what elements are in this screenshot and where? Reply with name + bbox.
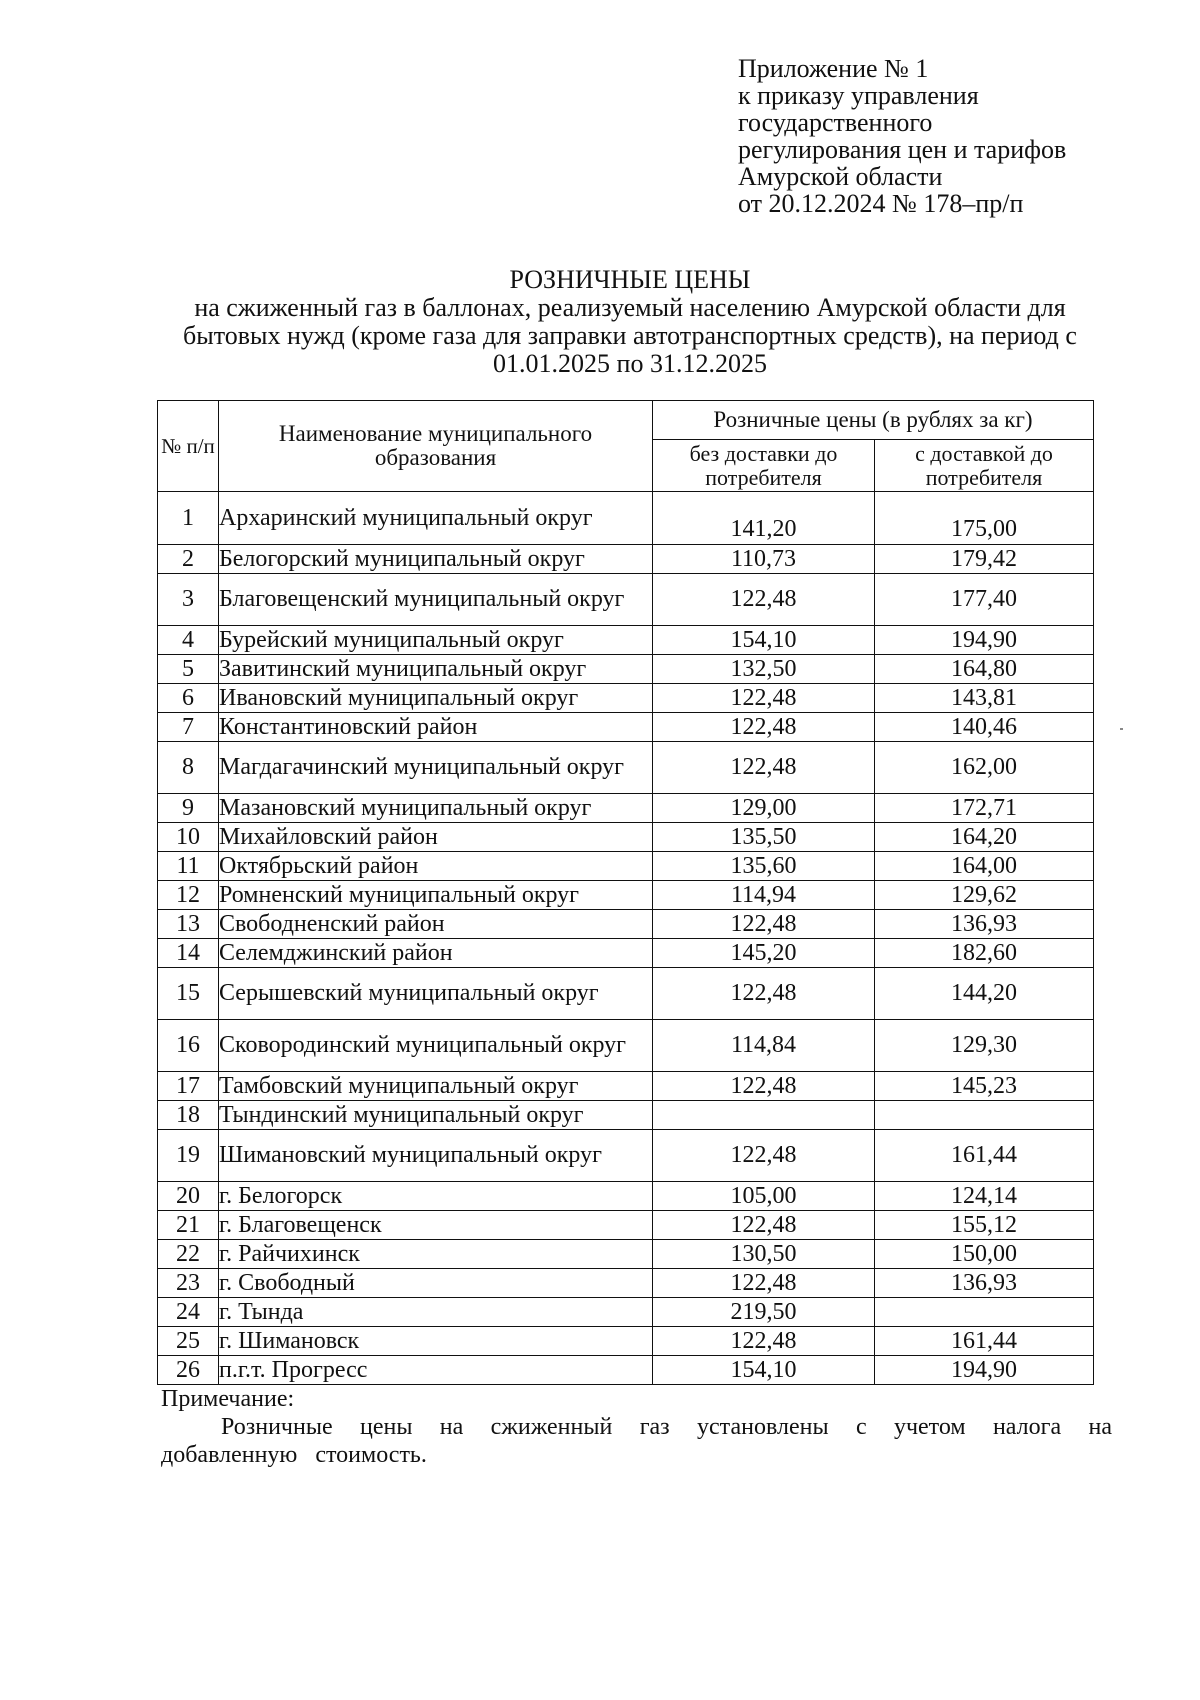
price-with-delivery-cell xyxy=(875,1101,1094,1130)
price-without-delivery-cell: 122,48 xyxy=(653,968,875,1020)
table-row xyxy=(158,1211,1094,1240)
document-title: РОЗНИЧНЫЕ ЦЕНЫ xyxy=(509,265,751,294)
header-number: № п/п xyxy=(158,401,219,492)
row-number-cell: 22 xyxy=(158,1240,219,1269)
municipality-name-cell: Мазановский муниципальный округ xyxy=(219,794,653,823)
municipality-name-cell: Магдагачинский муниципальный округ xyxy=(219,742,653,794)
price-with-delivery-cell: 164,20 xyxy=(875,823,1094,852)
price-without-delivery-cell: 219,50 xyxy=(653,1298,875,1327)
row-number-cell: 25 xyxy=(158,1327,219,1356)
table-row xyxy=(158,1240,1094,1269)
table-row xyxy=(158,492,1094,545)
municipality-name-cell: Шимановский муниципальный округ xyxy=(219,1130,653,1182)
municipality-name-cell: Сковородинский муниципальный округ xyxy=(219,1020,653,1072)
price-without-delivery-cell: 122,48 xyxy=(653,1072,875,1101)
table-row xyxy=(158,823,1094,852)
price-with-delivery-cell: 143,81 xyxy=(875,684,1094,713)
header-without-delivery: без доставки до потребителя xyxy=(653,440,875,492)
price-without-delivery-cell: 114,84 xyxy=(653,1020,875,1072)
price-with-delivery-cell: 164,80 xyxy=(875,655,1094,684)
table-row xyxy=(158,655,1094,684)
table-row xyxy=(158,1269,1094,1298)
row-number-cell: 20 xyxy=(158,1182,219,1211)
municipality-name-cell: Архаринский муниципальный округ xyxy=(219,492,653,545)
price-without-delivery-cell: 122,48 xyxy=(653,1327,875,1356)
table-row xyxy=(158,968,1094,1020)
price-without-delivery-cell: 154,10 xyxy=(653,1356,875,1385)
table-row xyxy=(158,1130,1094,1182)
row-number-cell: 23 xyxy=(158,1269,219,1298)
row-number-cell: 7 xyxy=(158,713,219,742)
price-with-delivery-cell: 129,62 xyxy=(875,881,1094,910)
document-subtitle: на сжиженный газ в баллонах, реализуемый населению Амурской области для бытовых нужд (кроме газа для заправки автотранспортных средств), на период с 01.01.2025 по 31.12.2025 xyxy=(183,293,1077,378)
price-with-delivery-cell: 172,71 xyxy=(875,794,1094,823)
row-number-cell: 12 xyxy=(158,881,219,910)
appendix-line: Амурской области xyxy=(738,162,943,191)
municipality-name-cell: Константиновский район xyxy=(219,713,653,742)
row-number-cell: 1 xyxy=(158,492,219,545)
price-with-delivery-cell: 144,20 xyxy=(875,968,1094,1020)
row-number-cell: 11 xyxy=(158,852,219,881)
municipality-name-cell: г. Райчихинск xyxy=(219,1240,653,1269)
row-number-cell: 2 xyxy=(158,545,219,574)
price-without-delivery-cell: 122,48 xyxy=(653,1269,875,1298)
row-number-cell: 9 xyxy=(158,794,219,823)
row-number-cell: 14 xyxy=(158,939,219,968)
price-without-delivery-cell: 130,50 xyxy=(653,1240,875,1269)
row-number-cell: 4 xyxy=(158,626,219,655)
table-row xyxy=(158,1182,1094,1211)
row-number-cell: 26 xyxy=(158,1356,219,1385)
municipality-name-cell: Завитинский муниципальный округ xyxy=(219,655,653,684)
price-without-delivery-cell: 122,48 xyxy=(653,910,875,939)
price-without-delivery-cell: 122,48 xyxy=(653,574,875,626)
row-number-cell: 24 xyxy=(158,1298,219,1327)
municipality-name-cell: г. Шимановск xyxy=(219,1327,653,1356)
municipality-name-cell: Бурейский муниципальный округ xyxy=(219,626,653,655)
table-row xyxy=(158,684,1094,713)
table-row xyxy=(158,881,1094,910)
price-with-delivery-cell: 155,12 xyxy=(875,1211,1094,1240)
table-row xyxy=(158,1072,1094,1101)
municipality-name-cell: Серышевский муниципальный округ xyxy=(219,968,653,1020)
price-without-delivery-cell xyxy=(653,1101,875,1130)
price-without-delivery-cell: 141,20 xyxy=(653,492,875,545)
municipality-name-cell: Ромненский муниципальный округ xyxy=(219,881,653,910)
price-without-delivery-cell: 122,48 xyxy=(653,742,875,794)
price-with-delivery-cell: 194,90 xyxy=(875,626,1094,655)
table-row xyxy=(158,1356,1094,1385)
municipality-name-cell: Октябрьский район xyxy=(219,852,653,881)
price-with-delivery-cell: 136,93 xyxy=(875,1269,1094,1298)
price-with-delivery-cell: 161,44 xyxy=(875,1327,1094,1356)
appendix-line: государственного xyxy=(738,108,933,137)
table-row xyxy=(158,1020,1094,1072)
row-number-cell: 13 xyxy=(158,910,219,939)
header-with-delivery: с доставкой до потребителя xyxy=(875,440,1094,492)
price-without-delivery-cell: 122,48 xyxy=(653,1211,875,1240)
table-row xyxy=(158,545,1094,574)
header-name: Наименование муниципального образования xyxy=(219,401,653,492)
price-without-delivery-cell: 105,00 xyxy=(653,1182,875,1211)
municipality-name-cell: Михайловский район xyxy=(219,823,653,852)
table-row xyxy=(158,939,1094,968)
price-without-delivery-cell: 122,48 xyxy=(653,1130,875,1182)
note-text: Розничные цены на сжиженный газ установлены с учетом налога на добавленную стоимость. xyxy=(161,1414,1112,1468)
price-without-delivery-cell: 110,73 xyxy=(653,545,875,574)
municipality-name-cell: г. Белогорск xyxy=(219,1182,653,1211)
price-with-delivery-cell: 175,00 xyxy=(875,492,1094,545)
table-row xyxy=(158,574,1094,626)
table-row xyxy=(158,852,1094,881)
row-number-cell: 17 xyxy=(158,1072,219,1101)
appendix-line: от 20.12.2024 № 178–пр/п xyxy=(738,189,1024,218)
appendix-line: к приказу управления xyxy=(738,81,979,110)
price-without-delivery-cell: 122,48 xyxy=(653,684,875,713)
municipality-name-cell: Белогорский муниципальный округ xyxy=(219,545,653,574)
table-row xyxy=(158,1101,1094,1130)
price-table xyxy=(157,400,1094,1385)
row-number-cell: 15 xyxy=(158,968,219,1020)
price-with-delivery-cell: 145,23 xyxy=(875,1072,1094,1101)
scan-speck xyxy=(1120,728,1123,730)
municipality-name-cell: Тамбовский муниципальный округ xyxy=(219,1072,653,1101)
appendix-line: Приложение № 1 xyxy=(738,54,929,83)
municipality-name-cell: г. Благовещенск xyxy=(219,1211,653,1240)
price-with-delivery-cell: 194,90 xyxy=(875,1356,1094,1385)
municipality-name-cell: г. Тында xyxy=(219,1298,653,1327)
price-with-delivery-cell: 129,30 xyxy=(875,1020,1094,1072)
table-row xyxy=(158,1327,1094,1356)
price-with-delivery-cell: 162,00 xyxy=(875,742,1094,794)
price-without-delivery-cell: 129,00 xyxy=(653,794,875,823)
municipality-name-cell: п.г.т. Прогресс xyxy=(219,1356,653,1385)
table-row xyxy=(158,910,1094,939)
municipality-name-cell: Благовещенский муниципальный округ xyxy=(219,574,653,626)
table-row xyxy=(158,794,1094,823)
price-without-delivery-cell: 114,94 xyxy=(653,881,875,910)
price-with-delivery-cell: 179,42 xyxy=(875,545,1094,574)
row-number-cell: 18 xyxy=(158,1101,219,1130)
price-with-delivery-cell xyxy=(875,1298,1094,1327)
municipality-name-cell: г. Свободный xyxy=(219,1269,653,1298)
row-number-cell: 10 xyxy=(158,823,219,852)
table-row xyxy=(158,742,1094,794)
price-with-delivery-cell: 164,00 xyxy=(875,852,1094,881)
row-number-cell: 8 xyxy=(158,742,219,794)
price-with-delivery-cell: 150,00 xyxy=(875,1240,1094,1269)
header-prices-group: Розничные цены (в рублях за кг) xyxy=(653,401,1094,440)
table-row xyxy=(158,713,1094,742)
price-with-delivery-cell: 140,46 xyxy=(875,713,1094,742)
price-with-delivery-cell: 124,14 xyxy=(875,1182,1094,1211)
row-number-cell: 16 xyxy=(158,1020,219,1072)
price-without-delivery-cell: 135,60 xyxy=(653,852,875,881)
price-without-delivery-cell: 132,50 xyxy=(653,655,875,684)
price-with-delivery-cell: 161,44 xyxy=(875,1130,1094,1182)
row-number-cell: 3 xyxy=(158,574,219,626)
note-heading: Примечание: xyxy=(161,1386,295,1412)
table-row xyxy=(158,626,1094,655)
price-without-delivery-cell: 145,20 xyxy=(653,939,875,968)
row-number-cell: 5 xyxy=(158,655,219,684)
appendix-block xyxy=(738,55,1158,217)
price-with-delivery-cell: 136,93 xyxy=(875,910,1094,939)
row-number-cell: 19 xyxy=(158,1130,219,1182)
row-number-cell: 21 xyxy=(158,1211,219,1240)
price-without-delivery-cell: 154,10 xyxy=(653,626,875,655)
table-body xyxy=(158,492,1094,1385)
price-without-delivery-cell: 135,50 xyxy=(653,823,875,852)
appendix-line: регулирования цен и тарифов xyxy=(738,135,1067,164)
price-with-delivery-cell: 182,60 xyxy=(875,939,1094,968)
price-without-delivery-cell: 122,48 xyxy=(653,713,875,742)
municipality-name-cell: Селемджинский район xyxy=(219,939,653,968)
municipality-name-cell: Ивановский муниципальный округ xyxy=(219,684,653,713)
row-number-cell: 6 xyxy=(158,684,219,713)
price-with-delivery-cell: 177,40 xyxy=(875,574,1094,626)
municipality-name-cell: Тындинский муниципальный округ xyxy=(219,1101,653,1130)
municipality-name-cell: Свободненский район xyxy=(219,910,653,939)
table-row xyxy=(158,1298,1094,1327)
